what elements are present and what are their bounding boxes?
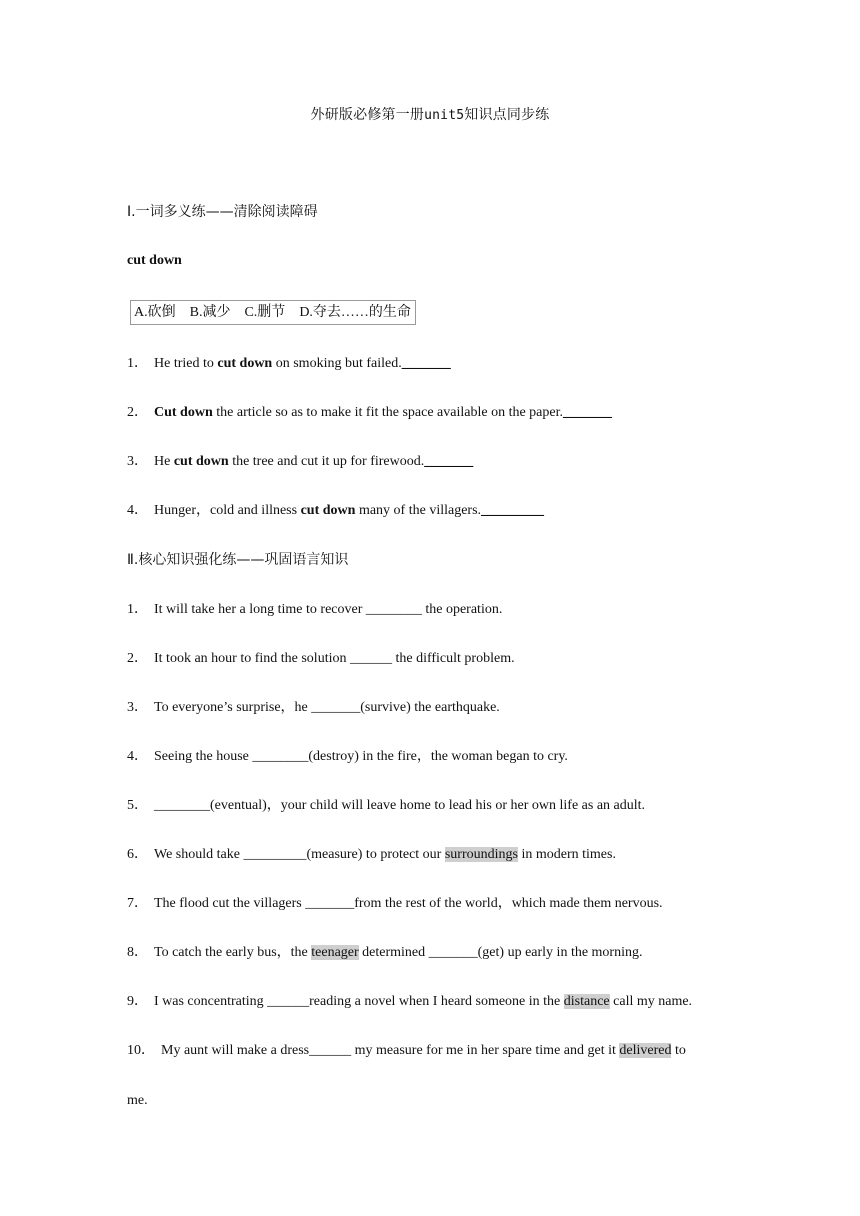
answer-blank[interactable]: _______ xyxy=(563,405,613,420)
question-10-continuation: me. xyxy=(127,1093,148,1108)
question-text: He xyxy=(154,454,174,469)
polysemy-question-2 xyxy=(127,403,612,423)
highlighted-word: distance xyxy=(563,994,610,1009)
key-phrase: cut down xyxy=(300,503,356,518)
question-text: the tree and cut it up for firewood. xyxy=(228,454,425,469)
question-text: It took an hour to find the solution ______ the difficult problem. xyxy=(154,651,515,666)
question-text: My aunt will make a dress______ my measure for me in her spare time and get it xyxy=(161,1043,620,1058)
question-text: To everyone’s surprise，he _______(survive) the earthquake. xyxy=(154,700,500,715)
question-number: 1． xyxy=(127,602,148,617)
question-number: 10． xyxy=(127,1043,155,1058)
question-number: 7． xyxy=(127,896,148,911)
highlighted-word: surroundings xyxy=(444,847,518,862)
core-question-6 xyxy=(127,845,616,865)
core-question-10 xyxy=(127,1041,686,1061)
question-text: many of the villagers. xyxy=(355,503,482,518)
highlighted-word: delivered xyxy=(619,1043,672,1058)
core-question-9 xyxy=(127,992,692,1012)
core-question-3 xyxy=(127,698,500,718)
question-text: in modern times. xyxy=(517,847,616,862)
question-text: the article so as to make it fit the space available on the paper. xyxy=(212,405,564,420)
question-number: 2． xyxy=(127,405,148,420)
question-text: Seeing the house ________(destroy) in the fire，the woman began to cry. xyxy=(154,749,568,764)
document-title xyxy=(0,104,860,124)
highlighted-word: teenager xyxy=(311,945,359,960)
question-number: 3． xyxy=(127,700,148,715)
question-text: determined _______(get) up early in the morning. xyxy=(358,945,643,960)
question-text: We should take _________(measure) to protect our xyxy=(154,847,445,862)
question-number: 8． xyxy=(127,945,148,960)
title-prefix: 外研版必修第一册 xyxy=(310,107,425,123)
question-text: call my name. xyxy=(609,994,693,1009)
question-text: To catch the early bus，the xyxy=(154,945,312,960)
polysemy-question-3 xyxy=(127,452,473,472)
polysemy-question-4 xyxy=(127,501,544,521)
key-phrase: cut down xyxy=(173,454,229,469)
question-number: 4． xyxy=(127,503,148,518)
phrase-heading: cut down xyxy=(127,253,182,268)
question-number: 2． xyxy=(127,651,148,666)
question-number: 4． xyxy=(127,749,148,764)
core-question-7 xyxy=(127,894,663,914)
core-question-5 xyxy=(127,796,645,816)
section-heading-core-knowledge: Ⅱ.核心知识强化练——巩固语言知识 xyxy=(127,552,349,568)
title-unit-code: unit5 xyxy=(424,108,465,123)
question-text: I was concentrating ______reading a novel when I heard someone in the xyxy=(154,994,564,1009)
question-text: He tried to xyxy=(154,356,218,371)
title-suffix: 知识点同步练 xyxy=(464,107,550,123)
key-phrase: Cut down xyxy=(154,405,213,420)
option-a: A.砍倒 xyxy=(134,305,176,320)
question-text: to xyxy=(671,1043,686,1058)
question-number: 9． xyxy=(127,994,148,1009)
question-number: 1． xyxy=(127,356,148,371)
option-d: D.夺去……的生命 xyxy=(299,305,411,320)
question-text: ________(eventual)，your child will leave home to lead his or her own life as an adult. xyxy=(154,798,646,813)
options-box xyxy=(130,300,416,325)
option-c: C.删节 xyxy=(244,305,286,320)
option-b: B.减少 xyxy=(189,305,231,320)
core-question-4 xyxy=(127,747,568,767)
core-question-1 xyxy=(127,600,502,620)
answer-blank[interactable]: _______ xyxy=(424,454,474,469)
question-number: 6． xyxy=(127,847,148,862)
question-text: The flood cut the villagers _______from the rest of the world，which made them nervous. xyxy=(154,896,663,911)
core-question-2 xyxy=(127,649,515,669)
question-number: 3． xyxy=(127,454,148,469)
key-phrase: cut down xyxy=(217,356,273,371)
question-text: Hunger，cold and illness xyxy=(154,503,301,518)
section-heading-polysemy: Ⅰ.一词多义练——清除阅读障碍 xyxy=(127,204,318,220)
answer-blank[interactable]: _______ xyxy=(401,356,451,371)
question-number: 5． xyxy=(127,798,148,813)
question-text: It will take her a long time to recover ________ the operation. xyxy=(154,602,503,617)
question-text: on smoking but failed. xyxy=(272,356,402,371)
core-question-8 xyxy=(127,943,643,963)
polysemy-question-1 xyxy=(127,354,451,374)
answer-blank[interactable]: _________ xyxy=(481,503,545,518)
